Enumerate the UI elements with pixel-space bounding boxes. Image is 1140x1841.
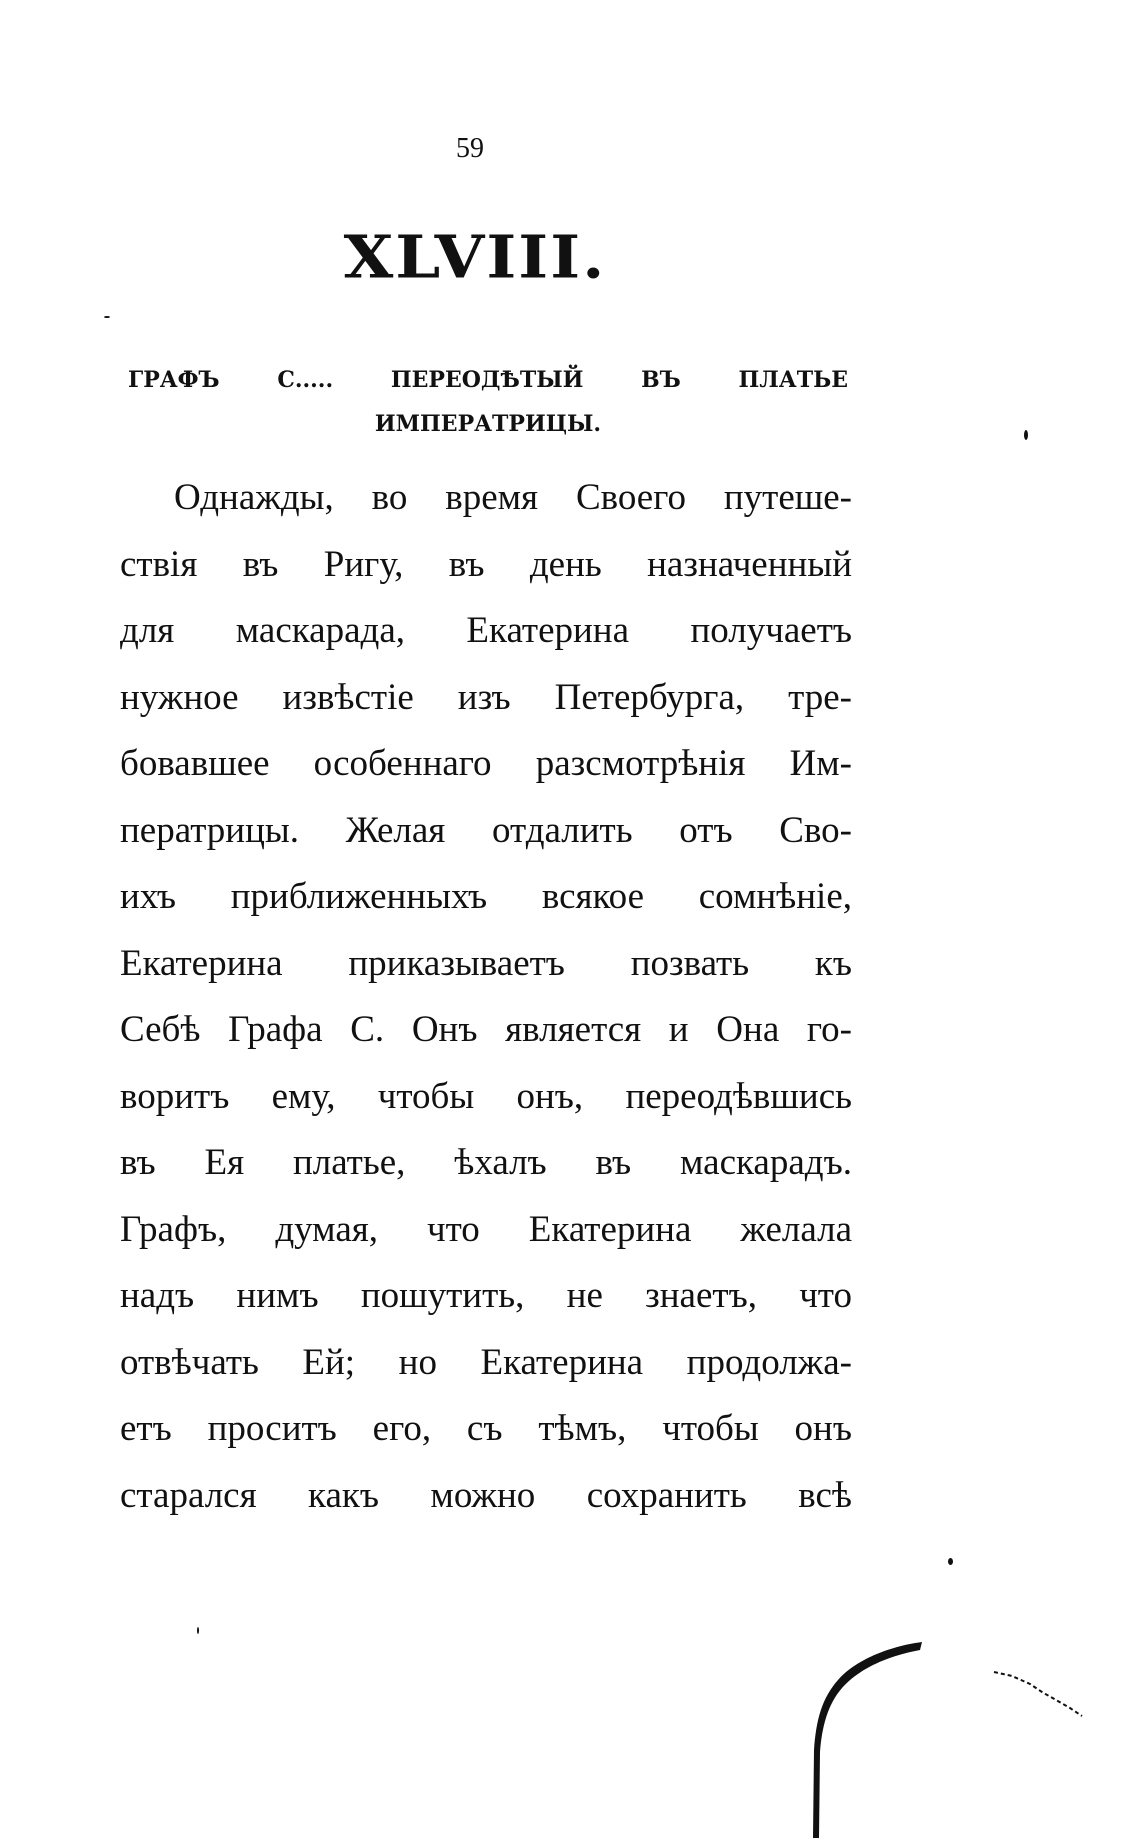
scan-speck (1024, 430, 1028, 440)
chapter-subtitle (128, 358, 848, 446)
subtitle-line: ГРАФЪ С..... ПЕРЕОДѢТЫЙ ВЪ ПЛАТЬЕ (128, 367, 848, 393)
body-line: Себѣ Графа С. Онъ является и Она го- (120, 1009, 852, 1050)
body-text (120, 465, 852, 1529)
body-line: бовавшее особеннаго разсмотрѣнія Им- (120, 743, 852, 784)
body-line: етъ проситъ его, съ тѣмъ, чтобы онъ (120, 1408, 852, 1449)
scan-speck (104, 316, 110, 318)
body-line: Екатерина приказываетъ позвать къ (120, 942, 852, 984)
body-line: ператрицы. Желая отдалить отъ Сво- (120, 809, 852, 851)
scan-speck (948, 1558, 953, 1565)
body-line: отвѣчать Ей; но Екатерина продолжа- (120, 1341, 852, 1383)
subtitle-line: ИМПЕРАТРИЦЫ. (374, 411, 602, 437)
scan-artifact-dashes (990, 1660, 1090, 1720)
page-number: 59 (456, 133, 484, 164)
body-line: надъ нимъ пошутить, не знаетъ, что (120, 1275, 852, 1316)
body-line: Однажды, во время Своего путеше- (174, 477, 852, 518)
scan-artifact-curve (810, 1640, 940, 1840)
body-line: старался какъ можно сохранить всѣ (120, 1474, 852, 1516)
chapter-heading: XLVIII. (343, 223, 607, 292)
body-line: ствія въ Ригу, въ день назначенный (120, 543, 852, 585)
body-line: для маскарада, Екатерина получаетъ (120, 610, 852, 651)
scan-speck (197, 1627, 199, 1634)
body-line: нужное извѣстіе изъ Петербурга, тре- (120, 676, 852, 718)
body-line: въ Ея платье, ѣхалъ въ маскарадъ. (120, 1142, 852, 1183)
body-line: ихъ приближенныхъ всякое сомнѣніе, (120, 876, 852, 917)
body-line: Графъ, думая, что Екатерина желала (120, 1208, 852, 1250)
body-line: воритъ ему, чтобы онъ, переодѣвшись (120, 1075, 852, 1117)
